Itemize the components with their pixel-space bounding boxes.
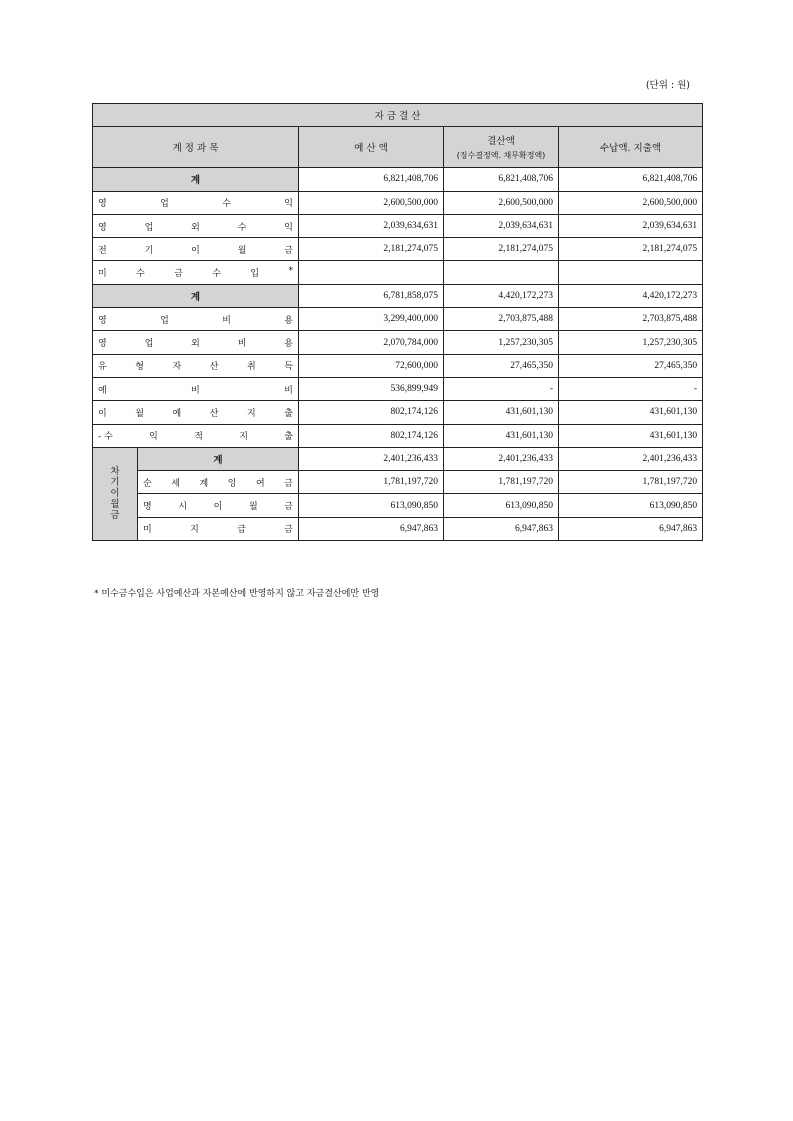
budget-cell: 536,899,949	[299, 377, 444, 400]
settle-cell: 4,420,172,273	[444, 284, 559, 307]
label-char: 금	[284, 525, 293, 536]
received-cell: 431,601,130	[559, 424, 703, 447]
table-row	[93, 517, 703, 540]
label-char: 산	[209, 408, 219, 419]
account-label	[93, 261, 299, 284]
label-char: 수	[136, 269, 145, 280]
label-char: 월	[248, 502, 258, 513]
label-char: 기	[144, 245, 154, 256]
income-total-row	[93, 168, 703, 191]
settle-cell: 2,181,274,075	[444, 238, 559, 261]
label-char: 금	[174, 269, 183, 280]
label-char: 영	[98, 315, 107, 326]
label-char: 순	[143, 478, 152, 489]
budget-cell: 802,174,126	[299, 401, 444, 424]
label-char: 비	[191, 385, 200, 396]
label-char: 적	[194, 432, 203, 443]
received-cell: 27,465,350	[559, 354, 703, 377]
label-char: 수	[237, 222, 247, 233]
label-char: 월	[135, 408, 144, 419]
received-cell: 431,601,130	[559, 401, 703, 424]
settle-cell: 6,821,408,706	[444, 168, 559, 191]
label-char: 수	[212, 269, 221, 280]
received-cell: 1,257,230,305	[559, 331, 703, 354]
label-char: 월	[237, 245, 247, 256]
budget-cell: 6,781,858,075	[299, 284, 444, 307]
label-char: 업	[144, 339, 154, 350]
table-row	[93, 471, 703, 494]
received-cell: 2,181,274,075	[559, 238, 703, 261]
label-char: 전	[98, 245, 107, 256]
label-char: 예	[172, 408, 182, 419]
settle-cell: -	[444, 377, 559, 400]
label-char: 여	[256, 478, 265, 489]
settle-cell: 2,703,875,488	[444, 308, 559, 331]
table-row	[93, 377, 703, 400]
label-char: 시	[178, 502, 188, 513]
header-account: 계 정 과 목	[93, 127, 299, 168]
table-row	[93, 191, 703, 214]
budget-cell: 2,039,634,631	[299, 214, 444, 237]
account-name	[143, 499, 293, 512]
settle-cell: 1,781,197,720	[444, 471, 559, 494]
account-label	[93, 401, 299, 424]
carry-total-row	[93, 447, 703, 470]
account-name	[98, 359, 293, 372]
label-char: 익	[284, 199, 293, 210]
received-cell: 6,947,863	[559, 517, 703, 540]
settle-cell	[444, 261, 559, 284]
settle-cell: 2,401,236,433	[444, 447, 559, 470]
total-label: 계	[93, 168, 299, 191]
total-label: 계	[93, 284, 299, 307]
received-cell: 2,401,236,433	[559, 447, 703, 470]
settle-cell: 27,465,350	[444, 354, 559, 377]
label-char: 입	[250, 269, 260, 280]
label-char: 용	[284, 339, 293, 350]
received-cell	[559, 261, 703, 284]
account-label	[93, 214, 299, 237]
header-settle-main: 결산액	[487, 136, 515, 148]
budget-cell: 2,600,500,000	[299, 191, 444, 214]
table-row	[93, 331, 703, 354]
side-char: 금	[110, 510, 120, 522]
label-char: 용	[284, 315, 293, 326]
label-char: 금	[284, 478, 293, 489]
side-char: 기	[110, 477, 120, 489]
label-char: 업	[160, 199, 169, 210]
label-char: 외	[191, 339, 200, 350]
label-char: 이	[98, 408, 107, 419]
received-cell: 6,821,408,706	[559, 168, 703, 191]
budget-cell	[299, 261, 444, 284]
account-label	[93, 354, 299, 377]
label-char: 금	[284, 502, 293, 513]
label-char: 취	[247, 362, 256, 373]
label-char: 지	[239, 432, 248, 443]
label-char: 지	[190, 525, 199, 536]
account-name	[98, 313, 293, 326]
label-char: 금	[284, 245, 293, 256]
label-char: 출	[284, 432, 293, 443]
received-cell: 4,420,172,273	[559, 284, 703, 307]
settle-cell: 431,601,130	[444, 401, 559, 424]
budget-cell: 72,600,000	[299, 354, 444, 377]
budget-cell: 2,070,784,000	[299, 331, 444, 354]
account-label	[93, 377, 299, 400]
label-char: *	[288, 266, 293, 277]
settle-cell: 2,600,500,000	[444, 191, 559, 214]
label-char: 외	[191, 222, 200, 233]
account-label	[93, 238, 299, 261]
label-char: 유	[98, 362, 107, 373]
label-char: 미	[98, 269, 107, 280]
label-char: 자	[172, 362, 182, 373]
expense-total-row	[93, 284, 703, 307]
label-char: 익	[149, 432, 158, 443]
label-char: 세	[171, 478, 180, 489]
budget-cell: 613,090,850	[299, 494, 444, 517]
account-label	[138, 471, 299, 494]
budget-cell: 6,821,408,706	[299, 168, 444, 191]
label-char: 잉	[227, 478, 237, 489]
header-budget: 예 산 액	[299, 127, 444, 168]
label-char: 미	[143, 525, 152, 536]
label-char: 업	[160, 315, 169, 326]
label-char: 영	[98, 199, 107, 210]
label-char: 형	[135, 362, 144, 373]
received-cell: 2,703,875,488	[559, 308, 703, 331]
carry-side-label	[93, 447, 138, 540]
table-row	[93, 424, 703, 447]
label-char: 예	[98, 385, 107, 396]
settle-cell: 1,257,230,305	[444, 331, 559, 354]
account-label	[93, 424, 299, 447]
settle-cell: 613,090,850	[444, 494, 559, 517]
budget-cell: 3,299,400,000	[299, 308, 444, 331]
table-row	[93, 238, 703, 261]
account-name	[98, 220, 293, 233]
received-cell: 613,090,850	[559, 494, 703, 517]
label-char: 계	[199, 478, 209, 489]
received-cell: 1,781,197,720	[559, 471, 703, 494]
label-char: 업	[144, 222, 154, 233]
label-char: 영	[98, 222, 107, 233]
account-name	[98, 266, 293, 279]
label-char: 지	[247, 408, 256, 419]
received-cell: 2,039,634,631	[559, 214, 703, 237]
header-received: 수납액. 지출액	[559, 127, 703, 168]
account-name	[98, 429, 293, 442]
label-char: 득	[284, 362, 293, 373]
side-char: 차	[110, 466, 120, 478]
account-label	[138, 517, 299, 540]
label-char: 출	[284, 408, 293, 419]
settle-cell: 6,947,863	[444, 517, 559, 540]
table-row	[93, 494, 703, 517]
received-cell: 2,600,500,000	[559, 191, 703, 214]
table-row	[93, 401, 703, 424]
label-char: 명	[143, 502, 152, 513]
table-row	[93, 261, 703, 284]
account-label	[93, 191, 299, 214]
account-name	[143, 522, 293, 535]
label-char: 수	[222, 199, 231, 210]
account-name	[98, 336, 293, 349]
account-name	[98, 383, 293, 396]
unit-label: (단위 : 원)	[645, 80, 690, 91]
account-label	[93, 331, 299, 354]
label-char: 비	[284, 385, 293, 396]
header-settle-sub: (징수결정액. 채무확정액)	[456, 151, 546, 161]
total-label: 계	[138, 447, 299, 470]
account-name	[98, 196, 293, 209]
label-char: 산	[209, 362, 219, 373]
table-row	[93, 214, 703, 237]
label-char: 영	[98, 339, 107, 350]
label-char: 비	[237, 339, 247, 350]
table-row	[93, 354, 703, 377]
label-char: 이	[213, 502, 223, 513]
label-char: 급	[237, 525, 246, 536]
label-char: 비	[222, 315, 231, 326]
account-name	[98, 243, 293, 256]
account-name	[98, 406, 293, 419]
label-char: 이	[191, 245, 200, 256]
side-char: 이	[110, 488, 120, 500]
table-row	[93, 308, 703, 331]
settle-cell: 2,039,634,631	[444, 214, 559, 237]
budget-cell: 6,947,863	[299, 517, 444, 540]
account-label	[138, 494, 299, 517]
fund-settlement-table	[92, 103, 703, 541]
budget-cell: 802,174,126	[299, 424, 444, 447]
label-char: 익	[284, 222, 293, 233]
budget-cell: 2,181,274,075	[299, 238, 444, 261]
account-label	[93, 308, 299, 331]
settle-cell: 431,601,130	[444, 424, 559, 447]
table-title: 자 금 결 산	[93, 104, 703, 127]
label-char: - 수	[98, 432, 113, 443]
side-char: 월	[110, 499, 120, 511]
budget-cell: 1,781,197,720	[299, 471, 444, 494]
received-cell: -	[559, 377, 703, 400]
header-settle	[444, 127, 559, 168]
footnote: * 미수금수입은 사업예산과 자본예산에 반영하지 않고 자금결산에만 반영	[94, 589, 380, 599]
budget-cell: 2,401,236,433	[299, 447, 444, 470]
account-name	[143, 476, 293, 489]
